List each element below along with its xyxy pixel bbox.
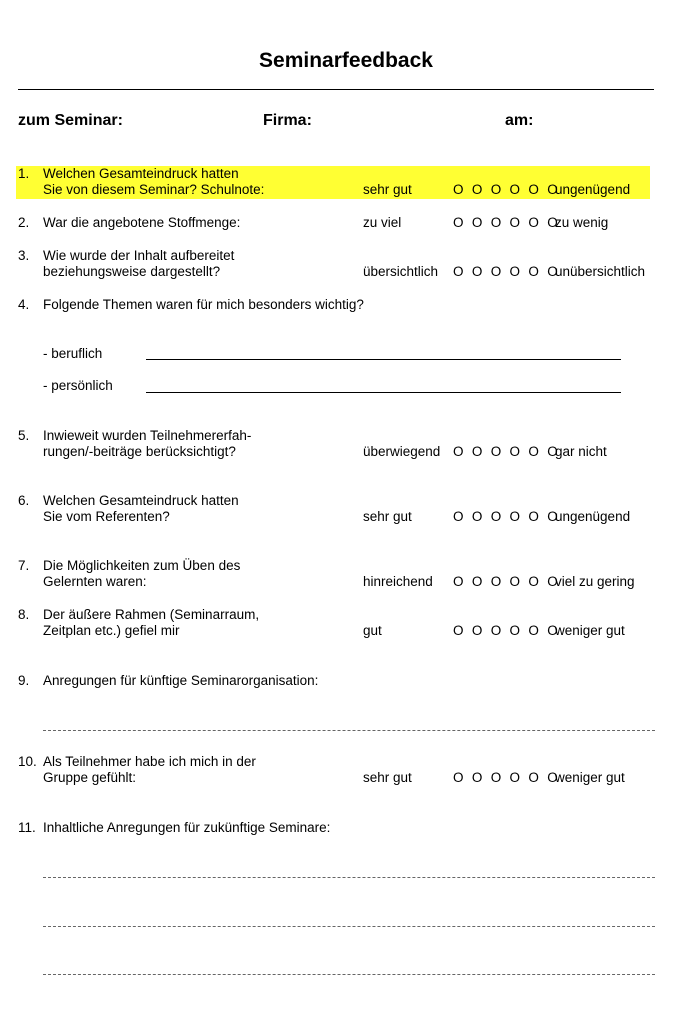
question-number: 8. xyxy=(18,607,30,622)
question-text-line2: rungen/-beiträge berücksichtigt? xyxy=(43,444,236,459)
question-text-line1: Inhaltliche Anregungen für zukünftige Seminare: xyxy=(43,820,331,835)
question-text-line2: Gruppe gefühlt: xyxy=(43,770,137,785)
question-text-line2: Sie vom Referenten? xyxy=(43,509,170,524)
scale-right-label: ungenügend xyxy=(555,509,631,524)
persoenlich-answer-line[interactable] xyxy=(146,392,621,393)
question-text-line2: beziehungsweise dargestellt? xyxy=(43,264,221,279)
rating-circles[interactable]: O O O O O O xyxy=(453,444,561,459)
seminar-label: zum Seminar: xyxy=(18,112,123,129)
answer-dashed-line[interactable] xyxy=(43,730,655,731)
rating-circles[interactable]: O O O O O O xyxy=(453,264,561,279)
scale-right-label: unübersichtlich xyxy=(555,264,646,279)
rating-circles[interactable]: O O O O O O xyxy=(453,770,561,785)
question-text-line1: War die angebotene Stoffmenge: xyxy=(43,215,241,230)
question-number: 10. xyxy=(18,754,37,769)
question-number: 7. xyxy=(18,558,30,573)
scale-left-label: sehr gut xyxy=(363,182,412,197)
rating-circles[interactable]: O O O O O O xyxy=(453,215,561,230)
rating-circles[interactable]: O O O O O O xyxy=(453,574,561,589)
question-number: 4. xyxy=(18,297,30,312)
rating-circles[interactable]: O O O O O O xyxy=(453,623,561,638)
question-text-line1: Inwieweit wurden Teilnehmererfah- xyxy=(43,428,252,443)
question-number: 2. xyxy=(18,215,30,230)
question-text-line2: Zeitplan etc.) gefiel mir xyxy=(43,623,180,638)
title-divider xyxy=(18,89,654,90)
scale-right-label: viel zu gering xyxy=(555,574,635,589)
question-text-line1: Welchen Gesamteindruck hatten xyxy=(43,166,239,181)
answer-dashed-line[interactable] xyxy=(43,877,655,878)
scale-right-label: gar nicht xyxy=(555,444,607,459)
question-text-line1: Folgende Themen waren für mich besonders wichtig? xyxy=(43,297,364,312)
question-text-line1: Wie wurde der Inhalt aufbereitet xyxy=(43,248,235,263)
question-text-line1: Als Teilnehmer habe ich mich in der xyxy=(43,754,256,769)
answer-dashed-line[interactable] xyxy=(43,926,655,927)
firma-label: Firma: xyxy=(263,112,312,129)
scale-left-label: sehr gut xyxy=(363,509,412,524)
question-number: 6. xyxy=(18,493,30,508)
question-text-line2: Sie von diesem Seminar? Schulnote: xyxy=(43,182,265,197)
persoenlich-label: - persönlich xyxy=(43,378,113,393)
scale-right-label: zu wenig xyxy=(555,215,609,230)
scale-left-label: überwiegend xyxy=(363,444,441,459)
question-text-line1: Anregungen für künftige Seminarorganisation: xyxy=(43,673,319,688)
question-number: 5. xyxy=(18,428,30,443)
rating-circles[interactable]: O O O O O O xyxy=(453,182,561,197)
question-text-line1: Die Möglichkeiten zum Üben des xyxy=(43,558,241,573)
beruflich-label: - beruflich xyxy=(43,346,103,361)
answer-dashed-line[interactable] xyxy=(43,974,655,975)
scale-right-label: ungenügend xyxy=(555,182,631,197)
question-number: 1. xyxy=(18,166,30,181)
document-title: Seminarfeedback xyxy=(259,49,433,72)
scale-left-label: sehr gut xyxy=(363,770,412,785)
scale-right-label: weniger gut xyxy=(555,623,625,638)
scale-left-label: gut xyxy=(363,623,382,638)
beruflich-answer-line[interactable] xyxy=(146,359,621,360)
question-text-line1: Welchen Gesamteindruck hatten xyxy=(43,493,239,508)
date-label: am: xyxy=(505,112,534,129)
scale-right-label: weniger gut xyxy=(555,770,625,785)
scale-left-label: übersichtlich xyxy=(363,264,439,279)
scale-left-label: zu viel xyxy=(363,215,402,230)
question-number: 3. xyxy=(18,248,30,263)
rating-circles[interactable]: O O O O O O xyxy=(453,509,561,524)
question-text-line2: Gelernten waren: xyxy=(43,574,147,589)
scale-left-label: hinreichend xyxy=(363,574,433,589)
question-number: 11. xyxy=(18,820,36,835)
question-number: 9. xyxy=(18,673,30,688)
question-text-line1: Der äußere Rahmen (Seminarraum, xyxy=(43,607,260,622)
